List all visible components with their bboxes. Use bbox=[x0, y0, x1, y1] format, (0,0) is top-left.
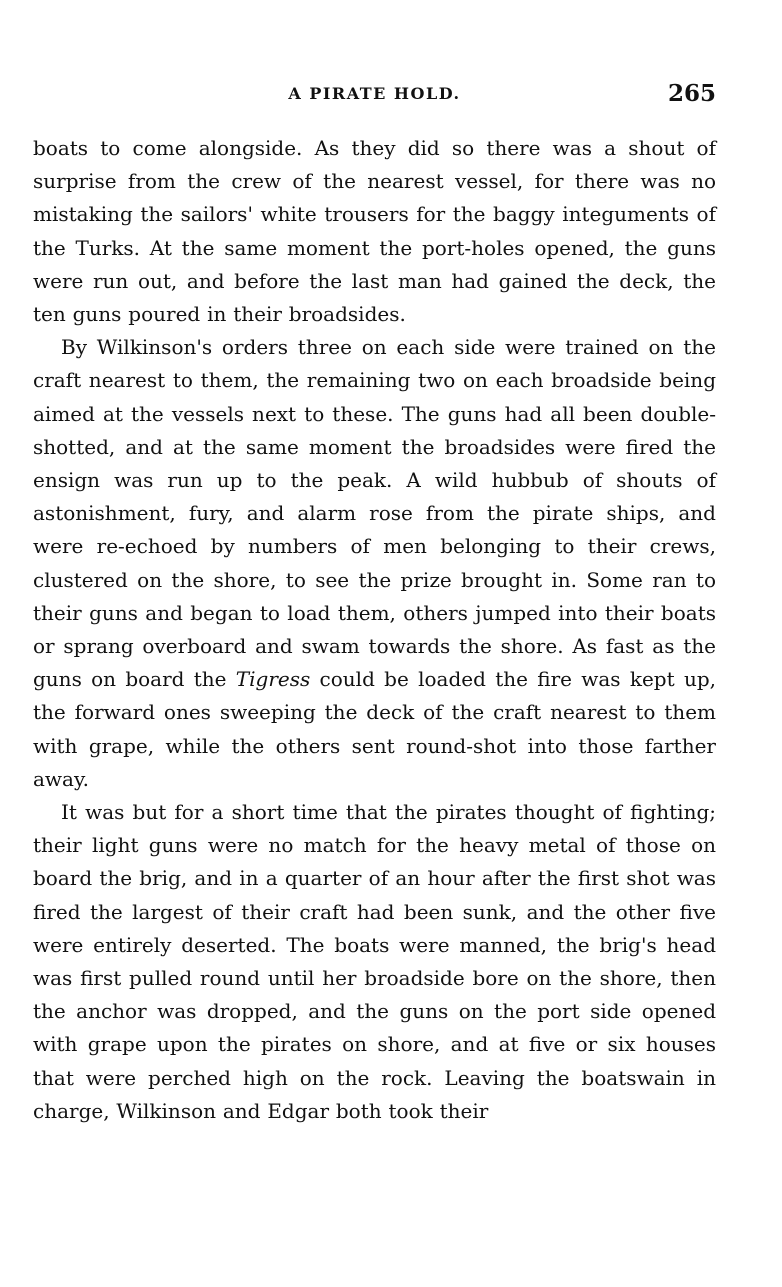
page-number: 265 bbox=[667, 80, 716, 107]
paragraph-2-text-a: By Wilkinson's orders three on each side were trained on the craft nearest to them, the remaining two on each broadside being aimed at the vessels next to these. The guns had all been double-shotted, and at the same moment the broadsides were fired the ensign was run up to the peak. A wild hubbub of shouts of astonishment, fury, and alarm rose from the pirate ships, and were re-echoed by numbers of men belonging to their crews, clustered on the shore, to see the prize brought in. Some ran to their guns and began to load them, others jumped into their boats or sprang overboard and swam towards the shore. As fast as the guns on board the bbox=[33, 335, 716, 692]
page-header bbox=[33, 80, 716, 114]
paragraph-1: boats to come alongside. As they did so there was a shout of surprise from the crew of the nearest vessel, for there was no mistaking the sailors' white trousers for the baggy integuments of the Turks. At the same moment the port-holes opened, the guns were run out, and before the last man had gained the deck, the ten guns poured in their broadsides. bbox=[33, 136, 716, 327]
running-title: A PIRATE HOLD. bbox=[288, 84, 461, 103]
paragraph-3: It was but for a short time that the pirates thought of fighting; their light guns were no match for the heavy metal of those on board the brig, and in a quarter of an hour after the first shot was fired the largest of their craft had been sunk, and the other five were entirely deserted. The boats were manned, the brig's head was first pulled round until her broadside bore on the shore, then the anchor was dropped, and the guns on the port side opened with grape upon the pirates on shore, and at five or six houses that were perched high on the rock. Leaving the boatswain in charge, Wilkinson and Edgar both took their bbox=[33, 800, 716, 1123]
paragraph-2-text-b: could be loaded the fire was kept up, the forward ones sweeping the deck of the craft nearest to them with grape, while the others sent round-shot into those farther away. bbox=[33, 667, 716, 791]
book-page bbox=[33, 80, 716, 1128]
ship-name: Tigress bbox=[235, 667, 311, 692]
paragraph-2 bbox=[33, 331, 716, 796]
